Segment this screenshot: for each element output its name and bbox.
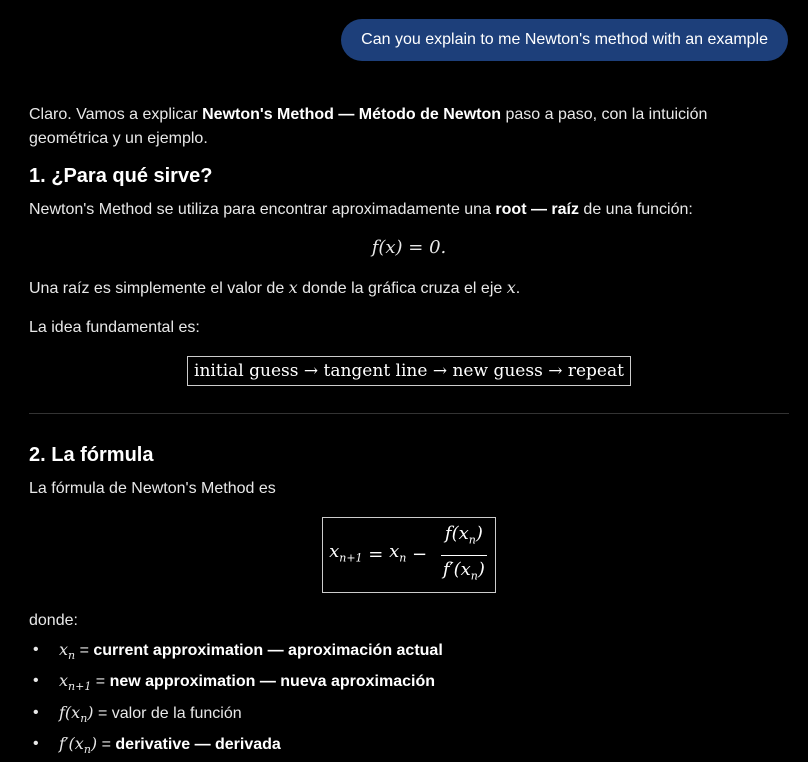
root-text-3: . bbox=[515, 280, 521, 297]
formula-lhs bbox=[329, 540, 362, 571]
intro-text: Claro. Vamos a explicar bbox=[29, 106, 203, 123]
formula-eq: = bbox=[362, 544, 390, 566]
formula-x-var: x bbox=[389, 540, 400, 562]
bullet-sub: n bbox=[83, 742, 91, 756]
equation-fx-zero bbox=[29, 234, 789, 262]
bullet-var: f′(x bbox=[59, 733, 84, 753]
formula-x-sub: n bbox=[399, 551, 407, 565]
root-definition-paragraph bbox=[29, 276, 789, 301]
section-1-paragraph bbox=[29, 198, 789, 222]
bullet-var: x bbox=[59, 640, 69, 660]
s1-text-end: de una función: bbox=[578, 201, 693, 218]
section-2-paragraph: La fórmula de Newton's Method es bbox=[29, 480, 276, 497]
formula-minus: − bbox=[406, 544, 433, 566]
bullet-eq: = bbox=[75, 642, 94, 660]
den-sub: n bbox=[470, 569, 478, 583]
idea-boxed-container bbox=[29, 356, 789, 386]
root-text-2: donde la gráfica cruza el eje bbox=[297, 280, 507, 297]
user-message-text: Can you explain to me Newton's method with an example bbox=[361, 31, 768, 48]
fraction-denominator bbox=[439, 556, 489, 589]
bullet-eq: = bbox=[91, 673, 110, 691]
section-1-heading: 1. ¿Para qué sirve? bbox=[29, 165, 213, 187]
bullet-desc: current approximation — aproximación actual bbox=[93, 642, 443, 660]
intro-paragraph bbox=[29, 103, 789, 151]
formula-container bbox=[29, 517, 789, 593]
s1-text: Newton's Method se utiliza para encontrar aproximadamente una bbox=[29, 201, 496, 218]
formula-lhs-sub: n+1 bbox=[339, 551, 363, 565]
bullet-eq: = bbox=[97, 735, 116, 753]
var-x: x bbox=[288, 278, 298, 297]
bullet-sub: n bbox=[80, 711, 88, 725]
bullet-sub: n+1 bbox=[68, 680, 92, 694]
idea-boxed-equation: initial guess → tangent line → new guess → repeat bbox=[187, 356, 631, 386]
assistant-message bbox=[29, 103, 789, 762]
num-f: f(x bbox=[444, 523, 469, 544]
list-item bbox=[29, 668, 789, 699]
section-2-heading: 2. La fórmula bbox=[29, 444, 154, 466]
root-text-1: Una raíz es simplemente el valor de bbox=[29, 280, 289, 297]
den-f: f′(x bbox=[442, 558, 471, 580]
num-close: ) bbox=[475, 523, 483, 544]
list-item bbox=[29, 700, 789, 731]
bullet-close: ) bbox=[90, 733, 98, 753]
bullet-eq: = bbox=[93, 704, 112, 722]
bullet-desc: derivative — derivada bbox=[115, 735, 281, 753]
equation-text: f(x) = 0. bbox=[371, 237, 447, 258]
donde-paragraph: donde: bbox=[29, 612, 78, 630]
bullet-close: ) bbox=[87, 702, 94, 722]
den-close: ) bbox=[477, 558, 485, 580]
formula-lhs-var: x bbox=[329, 540, 340, 562]
num-sub: n bbox=[468, 533, 476, 547]
formula-xn bbox=[389, 540, 406, 571]
list-item bbox=[29, 637, 789, 668]
idea-paragraph: La idea fundamental es: bbox=[29, 319, 200, 336]
intro-text-end: paso a paso, con la intuición geométrica y un ejemplo. bbox=[29, 106, 708, 147]
s1-bold-root: root — raíz bbox=[495, 201, 579, 218]
bullet-var: f(x bbox=[59, 702, 81, 722]
definitions-list bbox=[29, 637, 789, 762]
fraction-numerator bbox=[441, 522, 487, 556]
formula-fraction bbox=[439, 522, 489, 588]
intro-bold: Newton's Method — Método de Newton bbox=[202, 106, 502, 123]
var-x-axis: x bbox=[506, 278, 516, 297]
bullet-sub: n bbox=[68, 649, 76, 663]
bullet-var: x bbox=[59, 671, 69, 691]
bullet-desc: valor de la función bbox=[111, 704, 242, 722]
newton-formula bbox=[322, 517, 496, 593]
list-item bbox=[29, 731, 789, 762]
user-message-bubble bbox=[341, 19, 788, 61]
section-divider bbox=[29, 413, 789, 414]
bullet-desc: new approximation — nueva aproximación bbox=[109, 673, 435, 691]
